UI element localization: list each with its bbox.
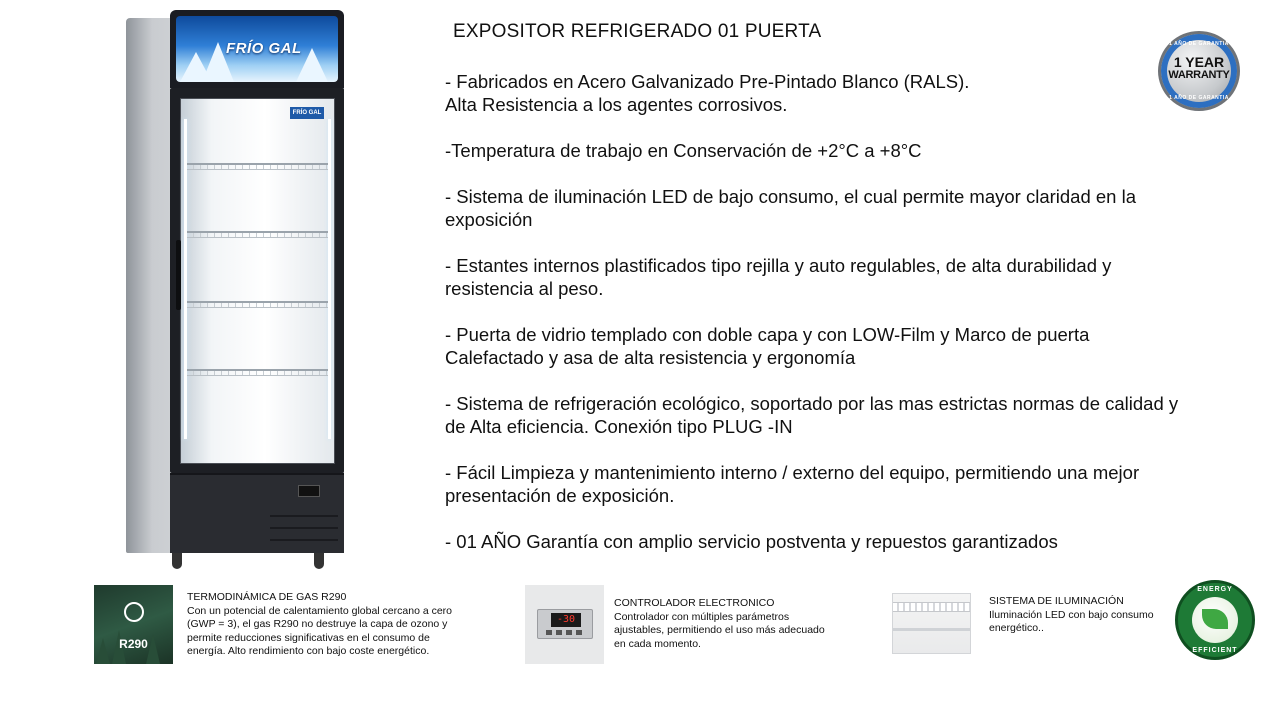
door-glass — [180, 98, 335, 464]
feature-line: - Fabricados en Acero Galvanizado Pre-Pintado Blanco (RALS). — [445, 71, 970, 92]
fridge-door — [170, 88, 344, 473]
feature-item — [445, 139, 1257, 162]
feature-line: - Sistema de refrigeración ecológico, soportado por las mas estrictas normas de calidad y — [445, 393, 1179, 414]
feature-line: - 01 AÑO Garantía con amplio servicio postventa y repuestos garantizados — [445, 531, 1058, 552]
warranty-ring-text: 1 AÑO DE GARANTIA — [1169, 95, 1229, 101]
shelf — [187, 301, 328, 308]
energy-badge-top: ENERGY — [1197, 586, 1233, 593]
warranty-ring-text: 1 AÑO DE GARANTIA — [1169, 41, 1229, 47]
feature-item — [445, 392, 1257, 438]
shelf — [187, 163, 328, 170]
feature-line: - Sistema de iluminación LED de bajo consumo, el cual permite mayor claridad en la — [445, 186, 1137, 207]
fridge-foot — [314, 553, 324, 569]
fridge-image — [126, 10, 344, 578]
lighting-text-line: Iluminación LED con bajo consumo — [989, 608, 1154, 621]
energy-efficient-badge — [1175, 580, 1255, 660]
gas-r290-image — [94, 585, 173, 664]
shelf — [187, 231, 328, 238]
feature-item — [445, 530, 1257, 553]
feature-item — [445, 254, 1257, 300]
controller-unit — [537, 609, 593, 639]
vent-grille — [270, 527, 338, 529]
controller-title: CONTROLADOR ELECTRONICO — [614, 597, 775, 609]
gas-text-line: (GWP = 3), el gas R290 no destruye la capa de ozono y — [187, 618, 448, 630]
feature-line: de Alta eficiencia. Conexión tipo PLUG -IN — [445, 416, 793, 437]
vent-grille — [270, 539, 338, 541]
gas-bottle-icon — [124, 602, 144, 622]
feature-item — [445, 323, 1257, 369]
controller-text-line: Controlador con múltiples parámetros — [614, 610, 790, 623]
door-logo: FRÍO GAL — [290, 107, 324, 119]
feature-line: - Puerta de vidrio templado con doble capa y con LOW-Film y Marco de puerta — [445, 324, 1090, 345]
controller-display: -30 — [551, 613, 581, 627]
feature-line: Calefactado y asa de alta resistencia y ergonomía — [445, 347, 856, 368]
shelf — [187, 369, 328, 376]
gas-thumb-label: R290 — [119, 637, 148, 651]
canopy-panel — [176, 16, 338, 82]
controller-caption — [614, 597, 825, 651]
fridge-foot — [172, 553, 182, 569]
controller-buttons — [546, 630, 586, 635]
controller-text-line: ajustables, permitiendo el uso más adecuado — [614, 624, 825, 636]
feature-list — [445, 70, 1257, 576]
led-rail — [893, 628, 970, 631]
feature-line: resistencia al peso. — [445, 278, 604, 299]
lighting-caption — [989, 595, 1154, 636]
vent-grille — [270, 515, 338, 517]
door-handle — [176, 240, 181, 310]
feature-line: - Estantes internos plastificados tipo rejilla y auto regulables, de alta durabilidad y — [445, 255, 1112, 276]
feature-item — [445, 70, 1257, 116]
page-title: EXPOSITOR REFRIGERADO 01 PUERTA — [453, 21, 822, 42]
feature-item — [445, 185, 1257, 231]
led-lighting-image — [892, 593, 971, 654]
lighting-title: SISTEMA DE ILUMINACIÓN — [989, 595, 1124, 607]
gas-text-line: energía. Alto rendimiento con bajo coste energético. — [187, 645, 430, 657]
gas-text-line: Con un potencial de calentamiento global cercano a cero — [187, 604, 453, 617]
feature-line: exposición — [445, 209, 533, 230]
fridge-canopy — [170, 10, 344, 88]
gas-text-line: permite reducciones significativas en el consumo de — [187, 631, 430, 644]
warranty-seal-icon — [1158, 31, 1240, 111]
feature-line: presentación de exposición. — [445, 485, 675, 506]
feature-line: - Fácil Limpieza y mantenimiento interno / externo del equipo, permitiendo una mejor — [445, 462, 1140, 483]
lighting-text-line: energético.. — [989, 622, 1044, 634]
gas-title: TERMODINÁMICA DE GAS R290 — [187, 591, 347, 603]
thermostat-icon — [298, 485, 320, 497]
led-strip — [328, 119, 331, 439]
controller-image — [525, 585, 604, 664]
feature-line: -Temperatura de trabajo en Conservación de +2°C a +8°C — [445, 140, 922, 161]
feature-line: Alta Resistencia a los agentes corrosivos. — [445, 94, 788, 115]
led-strip — [893, 602, 970, 612]
energy-badge-bottom: EFFICIENT — [1192, 647, 1238, 654]
controller-text-line: en cada momento. — [614, 637, 701, 650]
warranty-year: 1 YEAR — [1173, 54, 1225, 70]
gas-caption — [187, 591, 452, 659]
feature-item — [445, 461, 1257, 507]
canopy-brand: FRÍO GAL — [226, 40, 302, 57]
fridge-base — [170, 473, 344, 553]
warranty-word: WARRANTY — [1168, 69, 1230, 81]
